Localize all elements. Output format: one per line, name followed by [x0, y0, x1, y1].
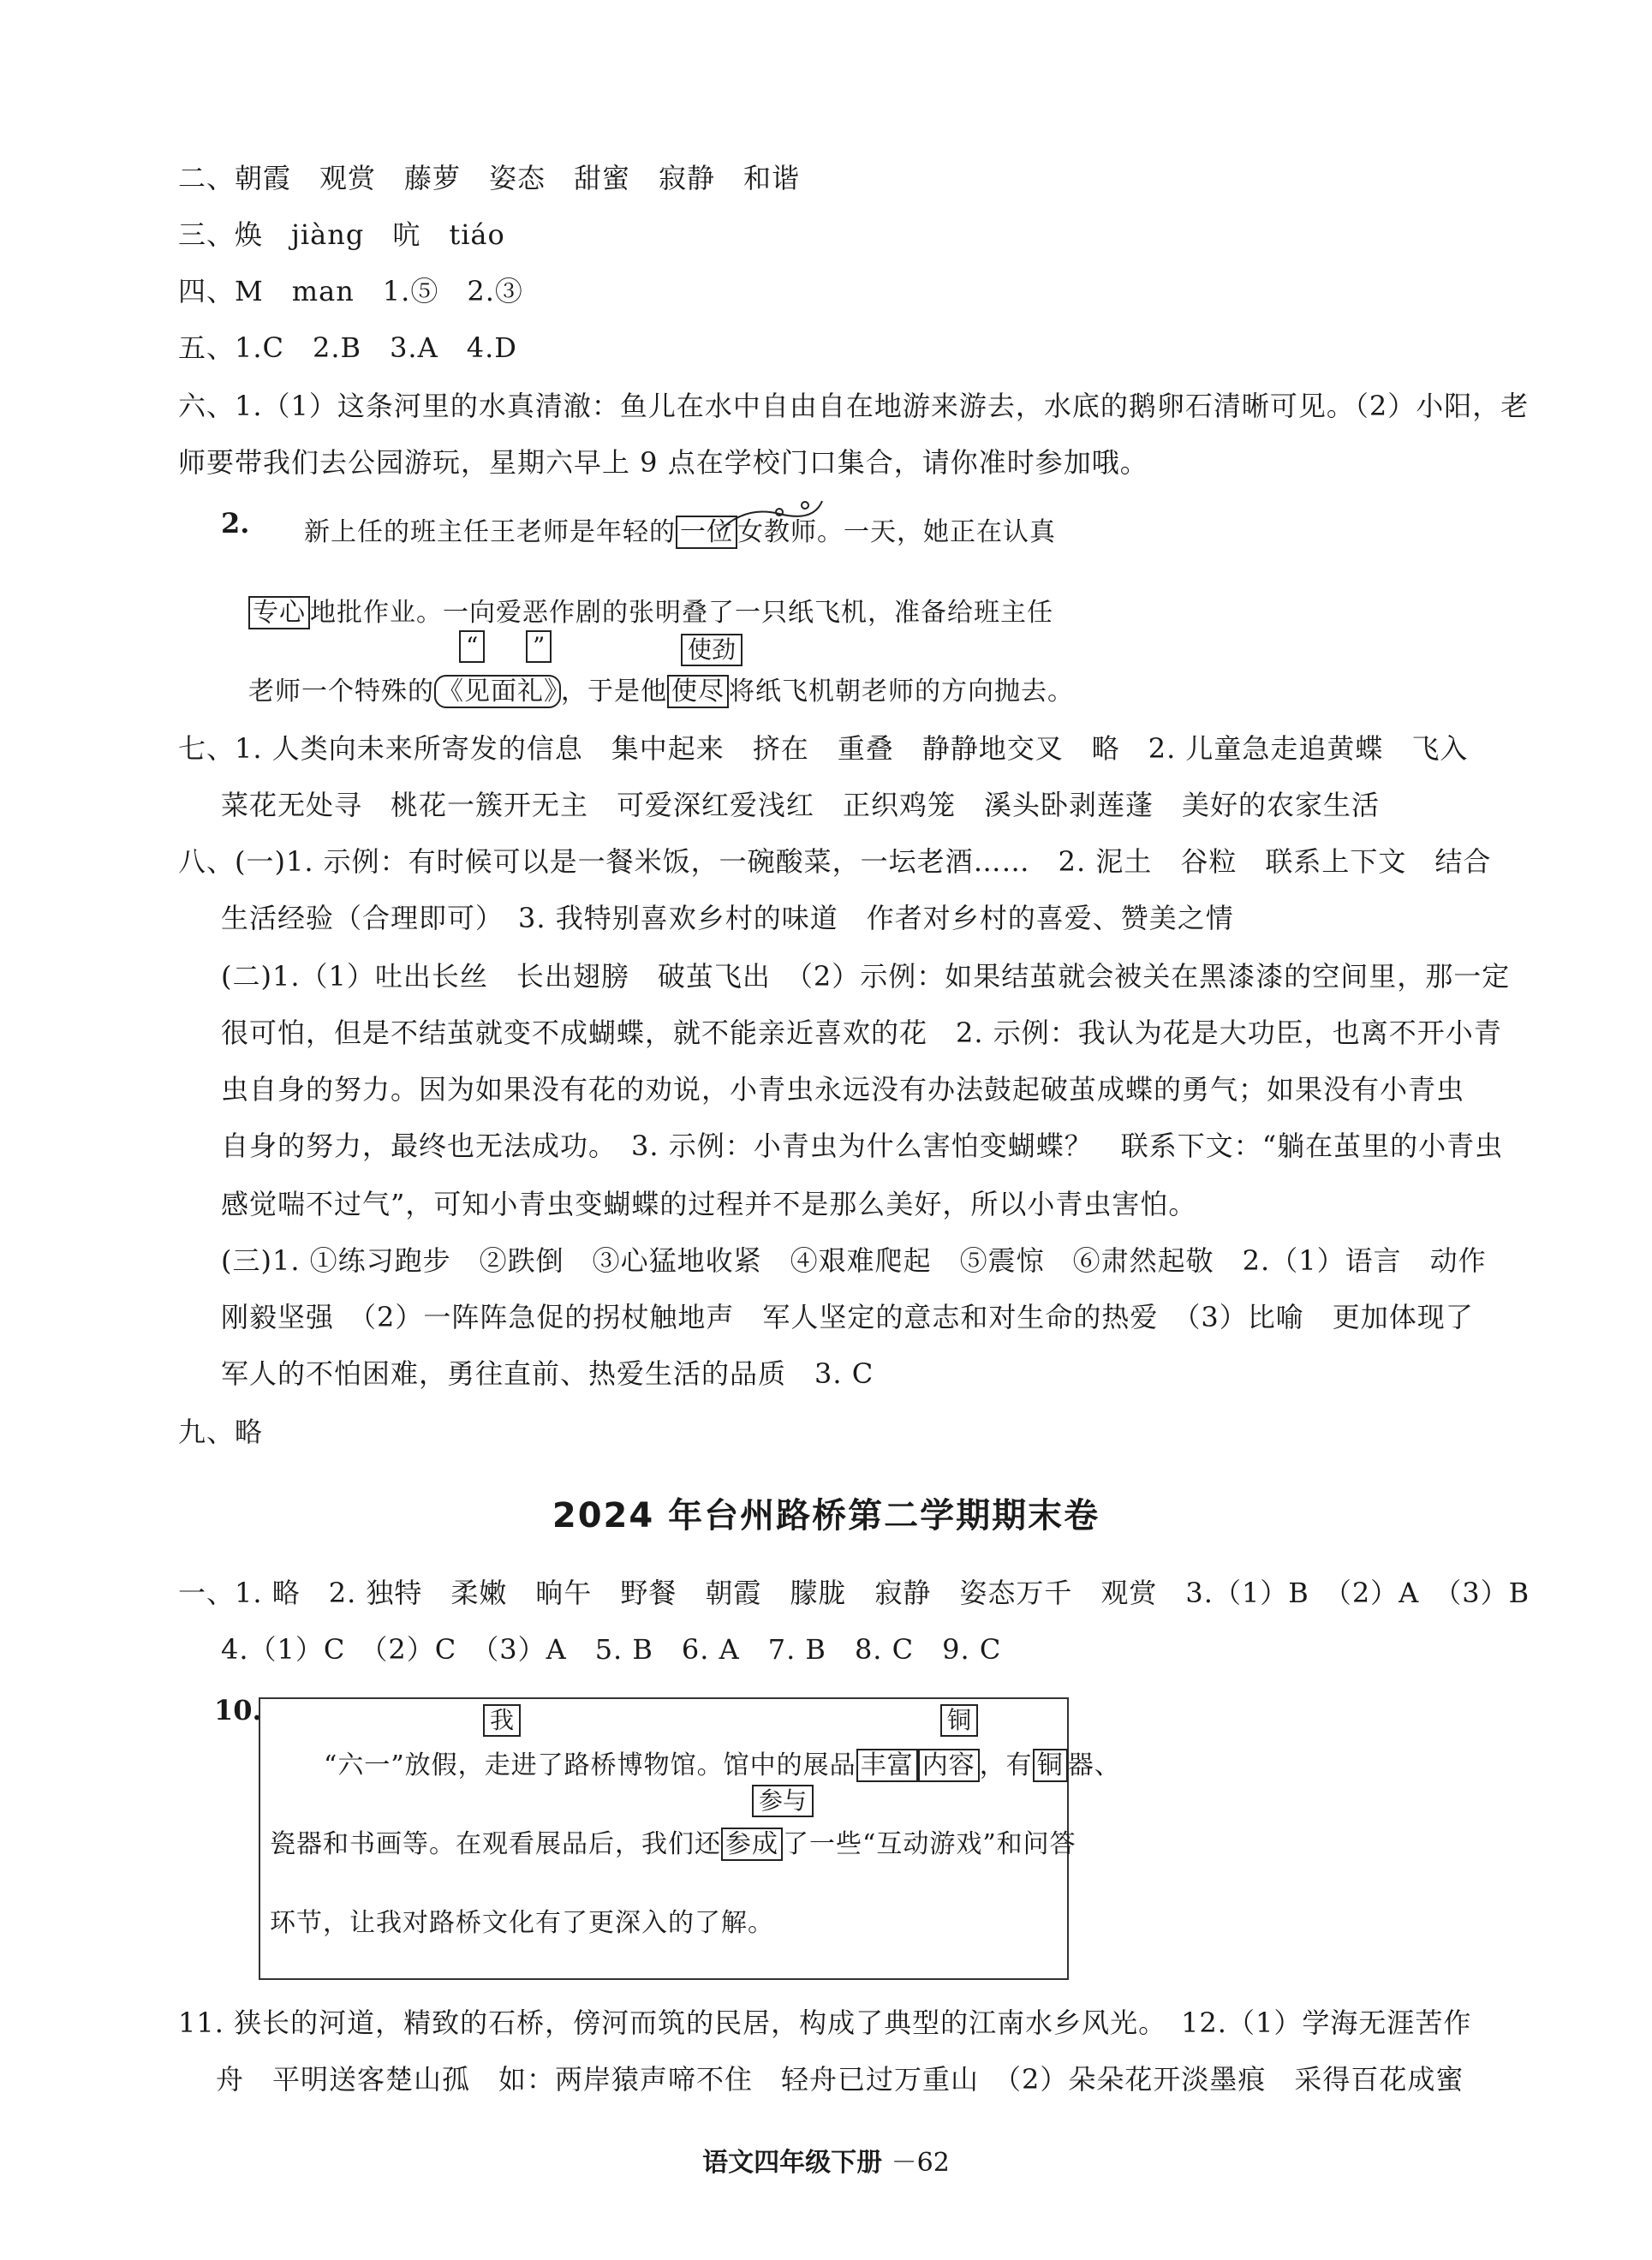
answer-line-8c: (二)1.（1）吐出长丝 长出翅膀 破茧飞出 （2）示例：如果结茧就会被关在黑漆漆的空间里，那一定: [221, 960, 1511, 993]
marked-word: 使尽: [667, 675, 729, 708]
marked-word: 内容: [918, 1749, 980, 1782]
answer-line-6a: 六、1.（1）这条河里的水真清澈：鱼儿在水中自由自在地游来游去，水底的鹅卵石清晰可见。（2）小阳，老: [178, 390, 1530, 422]
figure-label: 2.: [221, 507, 250, 540]
answer-line-8a: 八、(一)1. 示例：有时候可以是一餐米饭，一碗酸菜，一坛老酒…… 2. 泥土 谷粒 联系上下文 结合: [178, 845, 1492, 878]
answer-line-8b: 生活经验（合理即可） 3. 我特别喜欢乡村的味道 作者对乡村的喜爱、赞美之情: [221, 902, 1234, 934]
answer-line-8f: 自身的努力，最终也无法成功。 3. 示例：小青虫为什么害怕变蝴蝶？ 联系下文：“躺在茧里的小青虫: [221, 1130, 1504, 1162]
essay-line-3: 环节，让我对路桥文化有了更深入的了解。: [270, 1908, 774, 1938]
answer-line-7b: 菜花无处寻 桃花一簇开无主 可爱深红爱浅红 正织鸡笼 溪头卧剥莲蓬 美好的农家生活: [221, 789, 1381, 821]
answer-line-6b: 师要带我们去公园游玩，星期六早上 9 点在学校门口集合，请你准时参加哦。: [178, 446, 1148, 479]
answer-line-10b: 4.（1）C （2）C （3）A 5. B 6. A 7. B 8. C 9. C: [221, 1633, 1002, 1666]
figure-label: 10.: [214, 1694, 262, 1726]
answer-line-11b: 舟 平明送客楚山孤 如：两岸猿声啼不住 轻舟已过万重山 （2）朵朵花开淡墨痕 采得百花成蜜: [216, 2063, 1464, 2096]
figure-line-2: 专心 地批作业。一向爱恶作剧的张明叠了一只纸飞机，准备给班主任: [248, 591, 1053, 629]
marked-word: 《见面礼》: [434, 675, 561, 708]
correction-tag: 铜: [940, 1704, 978, 1737]
marked-word: 参成: [721, 1828, 783, 1861]
answer-line-9: 九、略: [178, 1416, 264, 1448]
answer-line-8i: 刚毅坚强 （2）一阵阵急促的拐杖触地声 军人坚定的意志和对生命的热爱 （3）比喻 更加体现了: [221, 1301, 1474, 1333]
marked-word: 丰富: [856, 1749, 918, 1782]
answer-line-8j: 军人的不怕困难，勇往直前、热爱生活的品质 3. C: [221, 1357, 874, 1390]
correction-tag: 参与: [752, 1785, 814, 1817]
correction-tag: ”: [526, 630, 552, 663]
answer-line-8e: 虫自身的努力。因为如果没有花的劝说，小青虫永远没有办法鼓起破茧成蝶的勇气；如果没有小青虫: [221, 1073, 1465, 1106]
answer-line-2: 二、朝霞 观赏 藤萝 姿态 甜蜜 寂静 和谐: [178, 162, 801, 194]
answer-line-8g: 感觉喘不过气”，可知小青虫变蝴蝶的过程并不是那么美好，所以小青虫害怕。: [221, 1188, 1197, 1220]
marked-word: 一位: [676, 516, 737, 549]
answer-line-10a: 一、1. 略 2. 独特 柔嫩 晌午 野餐 朝霞 朦胧 寂静 姿态万千 观赏 3.（1）B （2）A （3）B: [178, 1577, 1530, 1609]
exam-title: 2024 年台州路桥第二学期期末卷: [552, 1496, 1100, 1535]
page-footer: [0, 2141, 1652, 2179]
correction-tag: 我: [483, 1704, 521, 1737]
marked-word: 铜: [1033, 1749, 1068, 1782]
answer-line-8d: 很可怕，但是不结茧就变不成蝴蝶，就不能亲近喜欢的花 2. 示例：我认为花是大功臣，也离不开小青: [221, 1017, 1502, 1049]
page-number: －62: [891, 2148, 950, 2178]
answer-line-8h: (三)1. ①练习跑步 ②跌倒 ③心猛地收紧 ④艰难爬起 ⑤震惊 ⑥肃然起敬 2.（1）语言 动作: [221, 1244, 1487, 1277]
figure-line-1: 新上任的班主任王老师是年轻的 一位 女教师。一天，她正在认真: [304, 517, 1056, 547]
correction-tag: “: [459, 630, 485, 663]
answer-line-3: 三、焕 jiàng 吭 tiáo: [178, 218, 505, 251]
figure-line-3: 老师一个特殊的 《见面礼》 ，于是他 使尽 将纸飞机朝老师的方向抛去。: [248, 677, 1074, 707]
answer-line-11a: 11. 狭长的河道，精致的石桥，傍河而筑的民居，构成了典型的江南水乡风光。 12.（1）学海无涯苦作: [178, 2007, 1472, 2039]
essay-line-2: 瓷器和书画等。在观看展品后，我们还 参成 了一些“互动游戏”和问答: [270, 1829, 1076, 1859]
subject-label: 语文四年级下册: [702, 2148, 883, 2178]
answer-line-7a: 七、1. 人类向未来所寄发的信息 集中起来 挤在 重叠 静静地交叉 略 2. 儿童急走追黄蝶 飞入: [178, 732, 1469, 765]
answer-line-4: 四、M man 1.⑤ 2.③: [178, 275, 523, 307]
essay-line-1: “六一”放假，走进了路桥博物馆。馆中的展品 丰富 内容 ，有 铜 器、: [324, 1750, 1121, 1780]
answer-line-5: 五、1.C 2.B 3.A 4.D: [178, 331, 517, 364]
marked-word: 专心: [248, 596, 310, 629]
correction-tag: 使劲: [681, 634, 743, 666]
